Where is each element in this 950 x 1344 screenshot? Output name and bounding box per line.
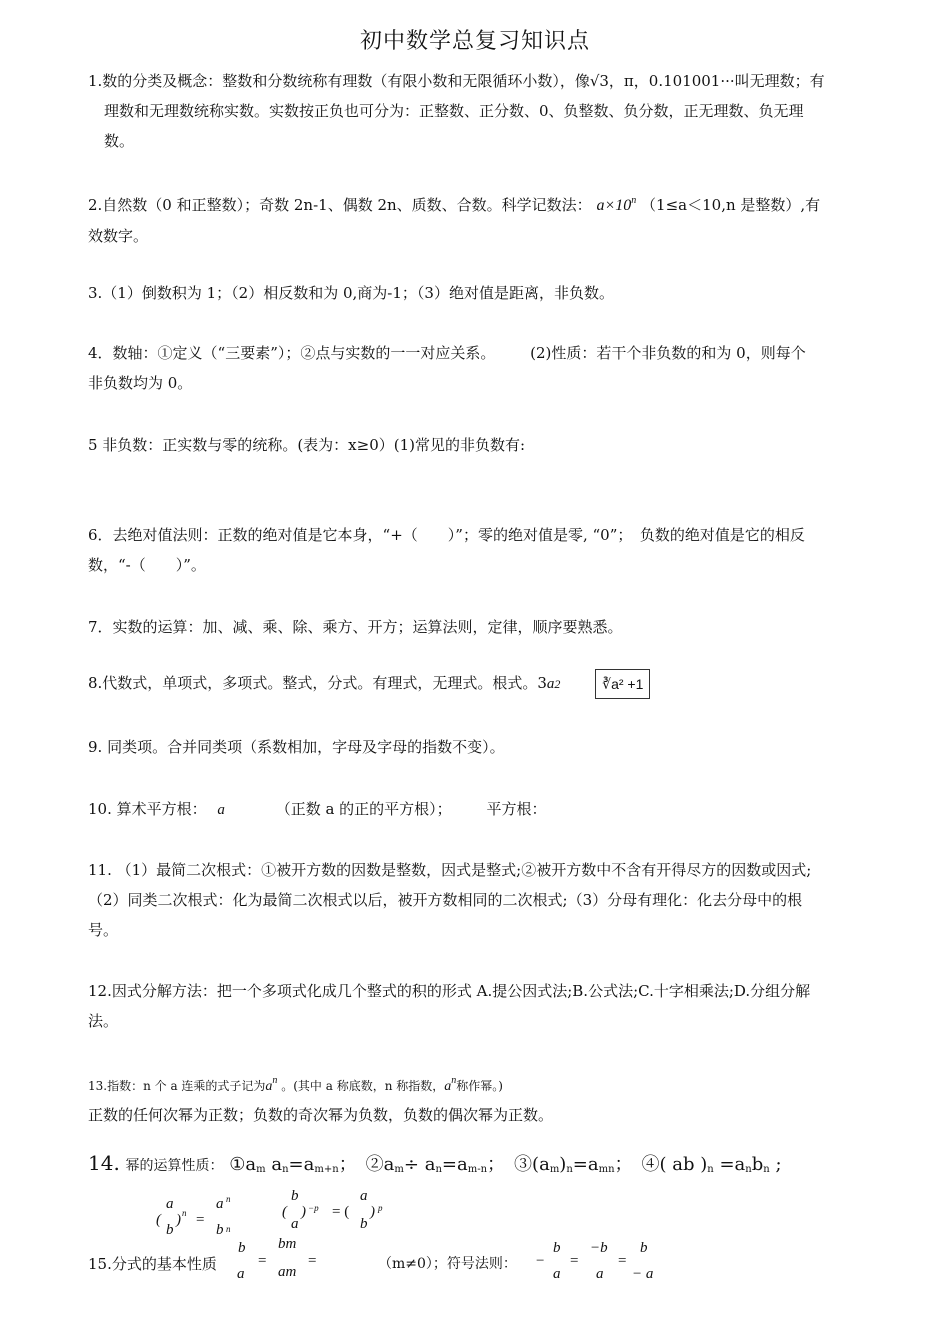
section-1-number-classification [88, 66, 878, 156]
section-12-factorization [88, 976, 878, 1036]
section-10-square-root [88, 794, 878, 825]
power-rule-product: $①a_m$ $a_n=a_{m+n}$ [229, 1154, 339, 1175]
power-rule-quotient: ； $②a_m\div a_n=a_{m-n}$ [338, 1154, 488, 1175]
section-14-label: 幂的运算性质： [125, 1158, 224, 1174]
section-13-post: 称作幂。) [456, 1079, 503, 1093]
section-2-line-2: 效数字。 [88, 227, 149, 245]
section-8-extra: 3 [537, 674, 547, 692]
section-12-line-1: 12.因式分解方法：把一个多项式化成几个整式的积的形式 A.提公因式法;B.公式法;C.十字相乘法;D.分组分解 [88, 982, 811, 1000]
section-11-line-2: （2）同类二次根式：化为最简二次根式以后，被开方数相同的二次根式;（3）分母有理化：化去分母中的根 [88, 891, 803, 909]
section-12-line-2: 法。 [88, 1012, 119, 1030]
section-3-reciprocal [88, 278, 878, 308]
section-15-sign-rule-label: （m≠0）；符号法则： [378, 1256, 517, 1272]
power-rule-product-power: ； ④( ab )$_n =a_nb_n$ ; [614, 1154, 782, 1175]
section-11-line-3: 号。 [88, 921, 119, 939]
a-to-n-power: $a^n$ [444, 1075, 457, 1094]
section-4-line-2: 非负数均为 0。 [88, 374, 193, 392]
section-8-text: 8.代数式，单项式，多项式。整式，分式。有理式，无理式。根式。 [88, 674, 538, 692]
section-3-text: 3.（1）倒数积为 1；（2）相反数和为 0,商为-1；（3）绝对值是距离，非负数。 [88, 284, 614, 302]
section-8-algebraic-expressions [88, 668, 878, 699]
section-9-like-terms [88, 732, 878, 762]
section-2-text: 2.自然数（0 和正整数）；奇数 2n-1、偶数 2n、质数、合数。科学记数法： [88, 196, 592, 214]
cube-root-formula-box: ∛a² +1 [595, 669, 650, 699]
section-11-line-1: 11. （1）最简二次根式：①被开方数的因数是整数，因式是整式;②被开方数中不含有开得尽方的因数或因式; [88, 861, 812, 879]
scientific-notation-formula: $a\times 10^n$ [596, 195, 637, 214]
section-5-text: 5 非负数：正实数与零的统称。(表为：x≥0）(1)常见的非负数有: [88, 436, 526, 454]
section-14-power-rules [88, 1150, 782, 1176]
power-rule-power: ； $③(a_m)_n=a_{mn}$ [487, 1154, 615, 1175]
page-title: 初中数学总复习知识点 [359, 29, 590, 54]
section-6-line-2: 数，“-（ ）”。 [88, 556, 206, 574]
section-1-line-2: 理数和无理数统称实数。实数按正负也可分为：正整数、正分数、0、负整数、负分数，正无理数、负无理 [104, 102, 804, 120]
section-4-line-1: 4．数轴：①定义（“三要素”）；②点与实数的一一对应关系。 (2)性质：若干个非负数的和为 0，则每个 [88, 344, 806, 362]
sqrt-a: a [217, 802, 225, 818]
section-9-text: 9. 同类项。合并同类项（系数相加，字母及字母的指数不变）。 [88, 738, 505, 756]
section-6-line-1: 6．去绝对值法则：正数的绝对值是它本身，“+（ ）”；零的绝对值是零, “0”； 负数的绝对值是它的相反 [88, 526, 805, 544]
section-13-exponents [88, 1066, 878, 1128]
section-2-condition: （1≤a＜10,n 是整数）,有 [641, 196, 821, 214]
section-10-label: 10. 算术平方根： [88, 800, 207, 818]
section-4-number-line [88, 338, 878, 398]
section-13-intro: 13.指数：n 个 a 连乘的式子记为 [88, 1079, 266, 1093]
section-7-text: 7．实数的运算：加、减、乘、除、乘方、开方；运算法则，定律，顺序要熟悉。 [88, 618, 623, 636]
section-10-desc: （正数 a 的正的平方根）； [275, 800, 452, 818]
section-13-mid: 。(其中 a 称底数，n 称指数， [281, 1079, 445, 1093]
section-11-quadratic-radicals [88, 855, 878, 945]
section-7-real-operations [88, 612, 878, 642]
section-6-absolute-value [88, 520, 878, 580]
a-to-n: $a^n$ [265, 1075, 278, 1094]
section-2-natural-numbers [88, 186, 878, 251]
section-1-line-1: 1.数的分类及概念：整数和分数统称有理数（有限小数和无限循环小数），像√3，π，0.101001···叫无理数；有 [88, 72, 825, 90]
a-squared: a2 [546, 676, 561, 692]
section-5-nonnegative [88, 430, 878, 460]
section-13-line-2: 正数的任何次幂为正数；负数的奇次幂为负数，负数的偶次幂为正数。 [88, 1106, 554, 1124]
section-15-fraction-properties [88, 1253, 217, 1274]
section-15-label: 15.分式的基本性质 [88, 1255, 217, 1273]
section-14-number: 14. [88, 1151, 120, 1175]
section-10-square-root-label: 平方根： [486, 800, 547, 818]
section-1-line-3: 数。 [104, 132, 135, 150]
